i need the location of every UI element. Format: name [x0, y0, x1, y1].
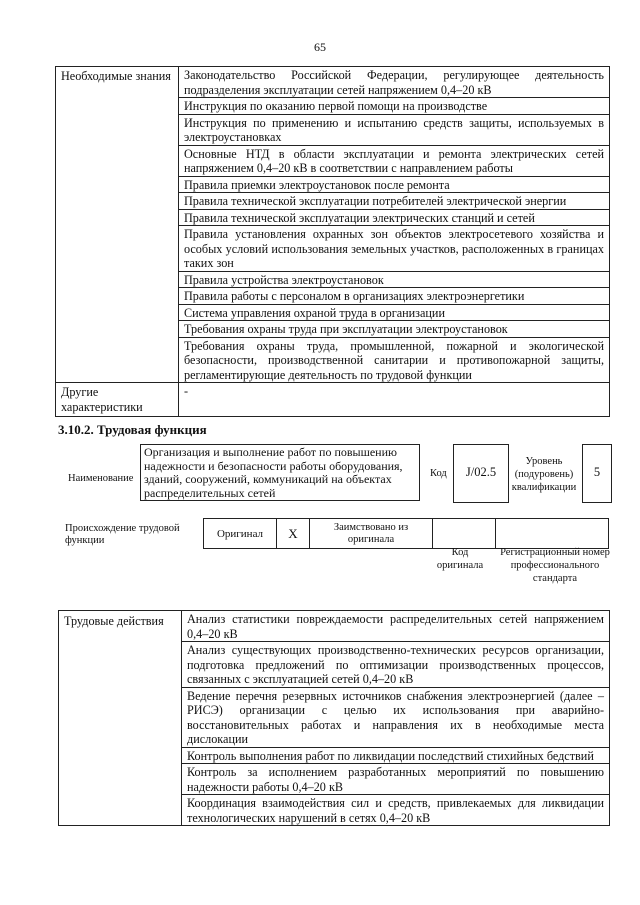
level-label: Уровень (подуровень) квалификации [511, 456, 577, 493]
knowledge-item: Правила устройства электроустановок [179, 271, 610, 288]
action-item: Анализ статистики повреждаемости распределительных сетей напряжением 0,4–20 кВ [182, 611, 610, 642]
original-label: Оригинал [204, 519, 277, 549]
knowledge-item: Правила технической эксплуатации электрических станций и сетей [179, 209, 610, 226]
knowledge-item: Инструкция по оказанию первой помощи на производстве [179, 98, 610, 115]
code-box [453, 444, 509, 503]
knowledge-table [55, 66, 610, 417]
knowledge-label: Необходимые знания [56, 67, 179, 383]
original-mark: X [277, 519, 310, 549]
code-label: Код [430, 468, 447, 479]
action-item: Координация взаимодействия сил и средств, привлекаемых для ликвидации технологических нарушений в сетях 0,4–20 кВ [182, 795, 610, 826]
table-row [59, 611, 610, 642]
actions-label: Трудовые действия [59, 611, 182, 826]
action-item: Контроль выполнения работ по ликвидации последствий стихийных бедствий [182, 747, 610, 764]
origin-table [203, 518, 609, 549]
other-label: Другие характеристики [56, 383, 179, 417]
action-item: Контроль за исполнением разработанных мероприятий по повышению надежности работы 0,4–20 кВ [182, 764, 610, 795]
knowledge-item: Правила установления охранных зон объектов электросетевого хозяйства и особых условий использования земельных участков, расположенных в границах таких зон [179, 226, 610, 272]
page-number: 65 [314, 40, 326, 54]
name-label: Наименование [68, 473, 134, 484]
knowledge-item: Правила приемки электроустановок после ремонта [179, 176, 610, 193]
level-box [582, 444, 612, 503]
code-original-cell [433, 519, 496, 549]
table-row [56, 383, 610, 417]
knowledge-item: Инструкция по применению и испытанию средств защиты, используемых в электроустановках [179, 114, 610, 145]
knowledge-item: Требования охраны труда при эксплуатации электроустановок [179, 321, 610, 338]
table-row [56, 67, 610, 98]
level-value: 5 [593, 465, 601, 479]
knowledge-item: Законодательство Российской Федерации, регулирующее деятельность подразделения эксплуатации сетей напряжением 0,4–20 кВ [179, 67, 610, 98]
function-name-box: Организация и выполнение работ по повышению надежности и безопасности работы оборудования, зданий, сооружений, коммуникаций на объектах распределительных сетей [140, 444, 420, 501]
action-item: Анализ существующих производственно-технических ресурсов организации, подготовка предложений по оптимизации производственных процессов, связанных с эксплуатацией сетей 0,4–20 кВ [182, 642, 610, 688]
section-title: 3.10.2. Трудовая функция [58, 422, 207, 437]
borrowed-label: Заимствовано из оригинала [310, 519, 433, 549]
knowledge-item: Правила технической эксплуатации потребителей электрической энергии [179, 193, 610, 210]
knowledge-item: Основные НТД в области эксплуатации и ремонта электрических сетей напряжением 0,4–20 кВ в соответствии с направлением работы [179, 145, 610, 176]
code-value: J/02.5 [465, 465, 497, 479]
other-value: - [179, 383, 610, 417]
knowledge-item: Система управления охраной труда в организации [179, 304, 610, 321]
code-original-caption: Код оригинала [436, 547, 484, 571]
knowledge-item: Правила работы с персоналом в организациях электроэнергетики [179, 288, 610, 305]
actions-table [58, 610, 610, 826]
reg-number-cell [496, 519, 609, 549]
knowledge-item: Требования охраны труда, промышленной, пожарной и экологической безопасности, производственной санитарии и противопожарной защиты, регламентирующие деятельность по трудовой функции [179, 337, 610, 383]
origin-label: Происхождение трудовой функции [65, 523, 180, 546]
table-row [204, 519, 609, 549]
reg-number-caption: Регистрационный номер профессионального стандарта [500, 547, 610, 584]
action-item: Ведение перечня резервных источников снабжения электроэнергией (далее – РИСЭ) организации с целью их использования при аварийно-восстановительных работах и направления их в необходимые места дислокации [182, 687, 610, 747]
